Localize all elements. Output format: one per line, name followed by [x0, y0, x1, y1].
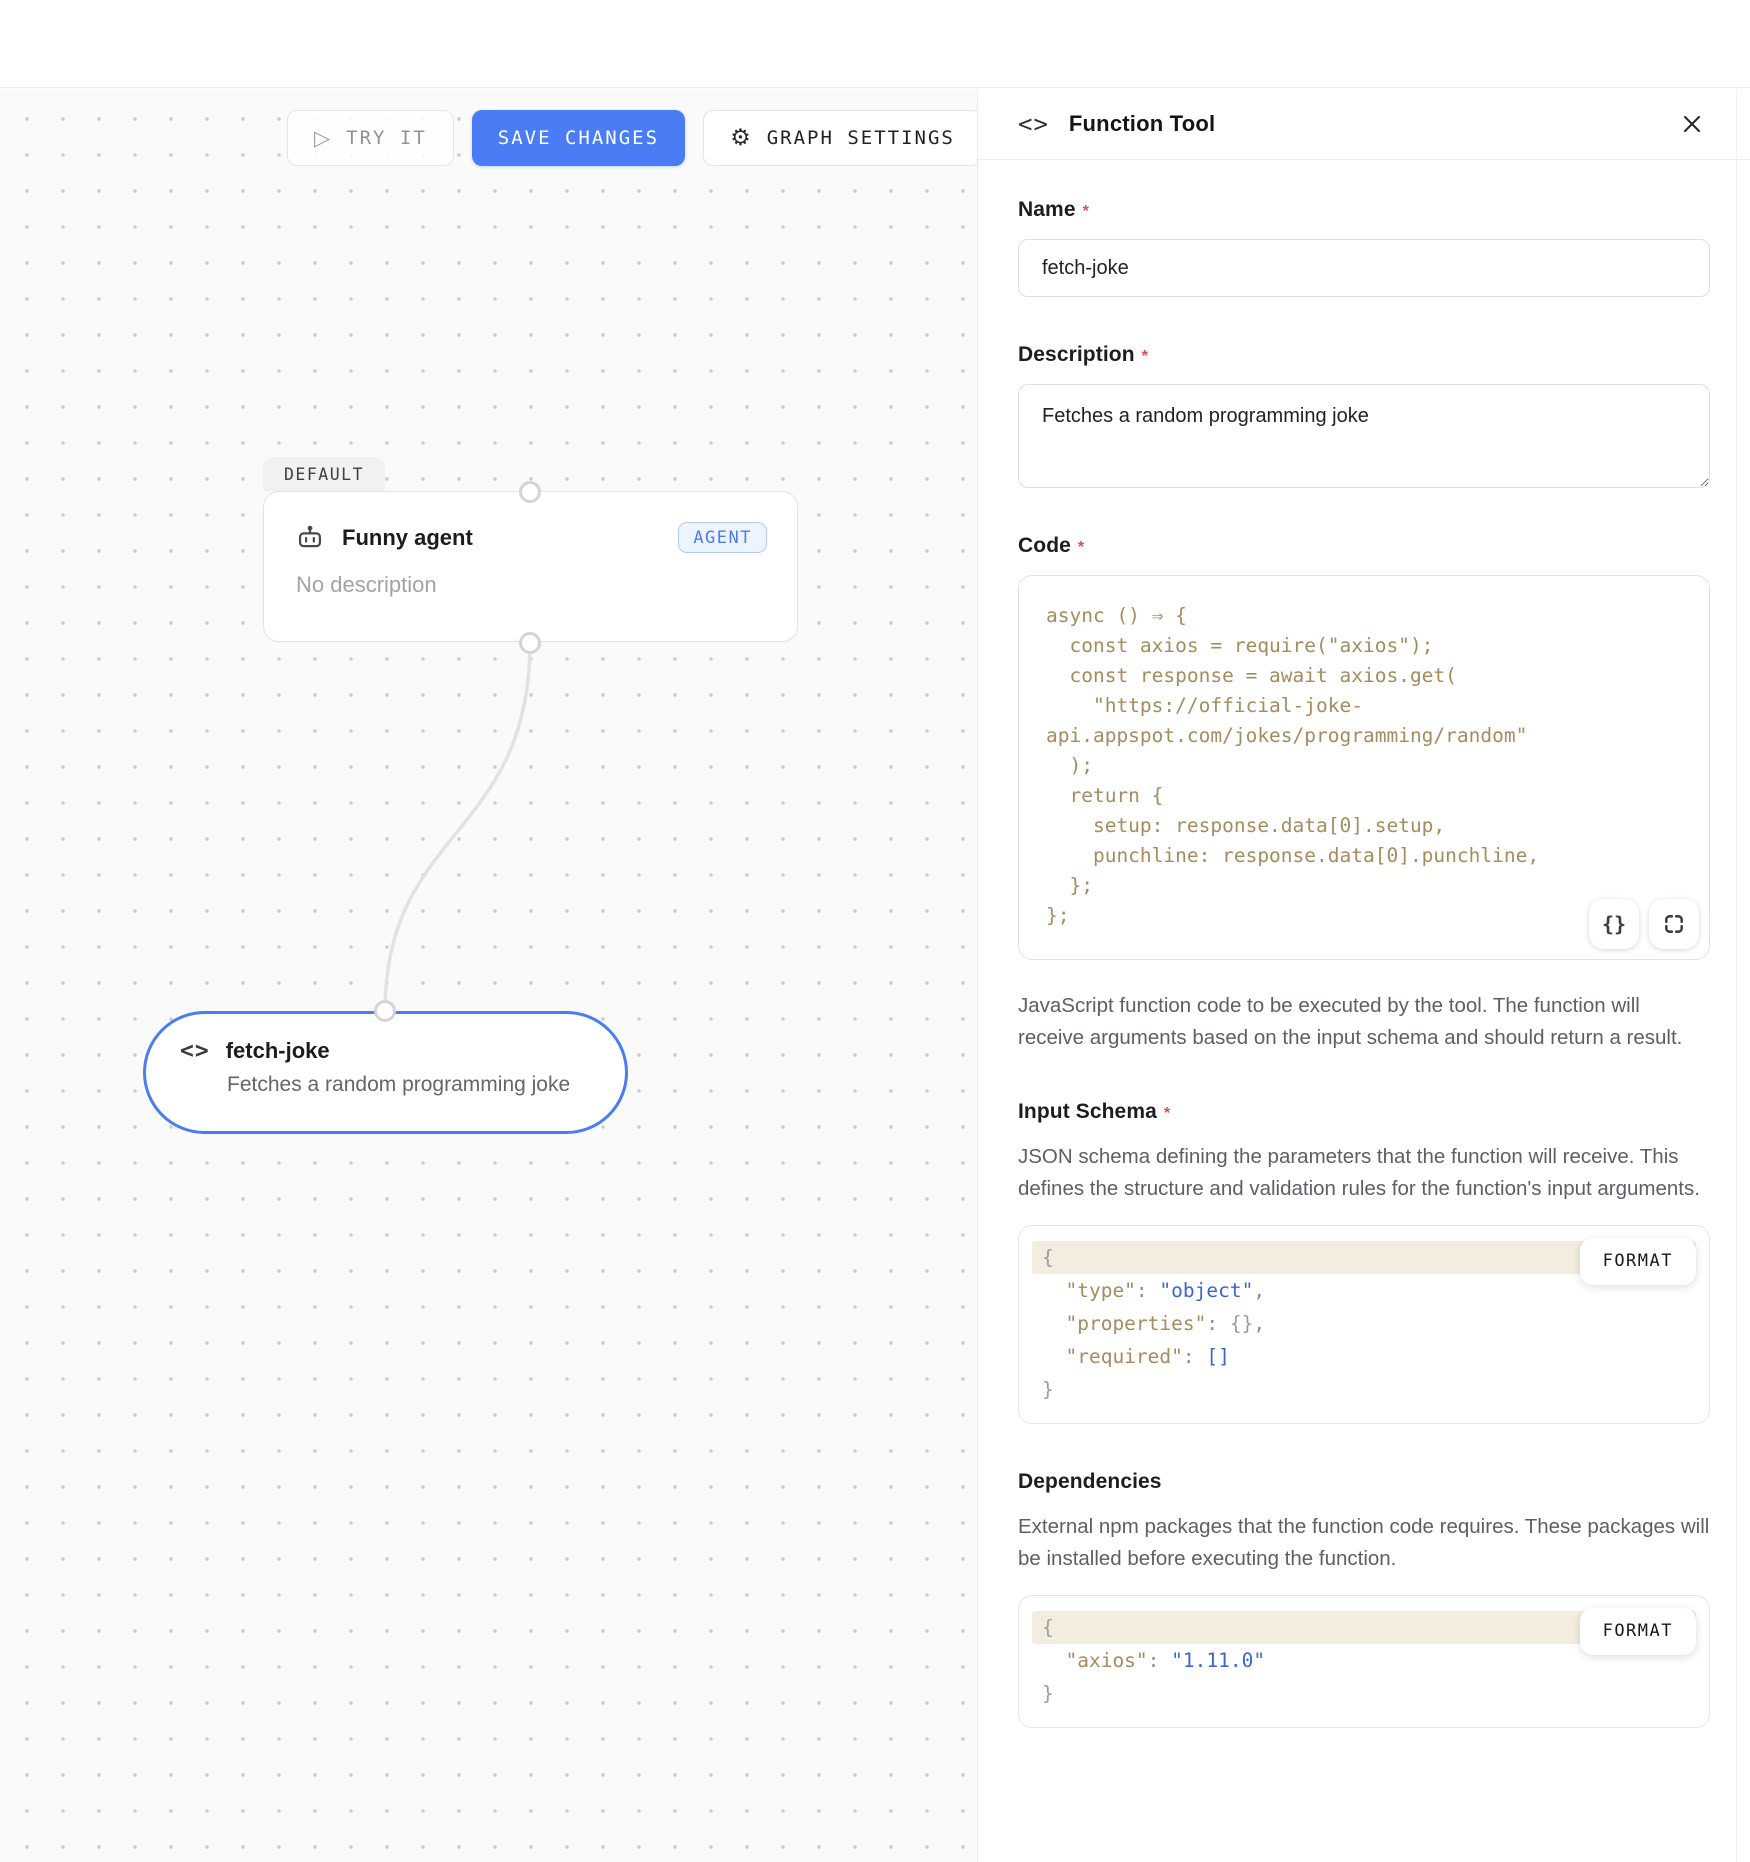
code-icon: <>	[180, 1038, 210, 1064]
input-schema-editor[interactable]	[1018, 1225, 1710, 1424]
edge-layer	[0, 89, 977, 1862]
dependencies-help-text: External npm packages that the function code requires. These packages will be installed before executing the function.	[1018, 1514, 1710, 1570]
description-textarea[interactable]	[1018, 384, 1710, 488]
code-line: "type": "object",	[1042, 1278, 1266, 1302]
description-label: Description	[1018, 343, 1135, 366]
try-it-label: TRY IT	[346, 127, 427, 149]
code-line: async () ⇒ {	[1046, 604, 1187, 627]
robot-icon	[296, 524, 324, 552]
panel-title: Function Tool	[1068, 111, 1216, 136]
save-changes-label: SAVE CHANGES	[497, 127, 660, 149]
required-asterisk: *	[1077, 539, 1085, 556]
code-line: }	[1042, 1681, 1054, 1705]
code-line: }	[1042, 1377, 1054, 1401]
code-line: };	[1046, 874, 1093, 897]
fullscreen-icon[interactable]	[1649, 899, 1699, 949]
dependencies-label: Dependencies	[1018, 1469, 1162, 1493]
agent-node-tab: DEFAULT	[263, 457, 385, 491]
code-line: "required": []	[1042, 1344, 1230, 1368]
braces-icon[interactable]: {}	[1589, 899, 1639, 949]
code-help-text: JavaScript function code to be executed by the tool. The function will receive arguments based on the input schema and should return a result.	[1018, 994, 1683, 1049]
graph-toolbar	[287, 110, 977, 166]
code-line: {	[1032, 1241, 1696, 1274]
code-line: "https://official-joke-	[1046, 694, 1363, 717]
try-it-button[interactable]	[287, 110, 454, 166]
panel-body	[978, 160, 1750, 1768]
tool-node-title: fetch-joke	[225, 1038, 330, 1063]
code-line: );	[1046, 754, 1093, 777]
tool-node-description: Fetches a random programming joke	[227, 1073, 571, 1096]
input-schema-help-text: JSON schema defining the parameters that the function will receive. This defines the structure and validation rules for the function's input arguments.	[1018, 1144, 1700, 1200]
code-line: punchline: response.data[0].punchline,	[1046, 844, 1540, 867]
code-line: const response = await axios.get(	[1046, 664, 1457, 687]
graph-settings-label: GRAPH SETTINGS	[766, 127, 955, 149]
function-tool-panel	[977, 89, 1750, 1862]
required-asterisk: *	[1141, 348, 1148, 365]
required-asterisk: *	[1082, 203, 1089, 220]
save-changes-button[interactable]	[472, 110, 685, 166]
code-line: "properties": {},	[1042, 1311, 1266, 1335]
close-icon[interactable]	[1674, 106, 1710, 142]
play-icon: ▷	[314, 126, 333, 150]
agent-node-description: No description	[296, 572, 437, 597]
code-line: {	[1032, 1611, 1696, 1644]
input-schema-format-button[interactable]: FORMAT	[1580, 1238, 1696, 1285]
gear-icon: ⚙	[730, 125, 753, 151]
code-label: Code	[1018, 534, 1071, 557]
dependencies-format-button[interactable]: FORMAT	[1580, 1608, 1696, 1655]
agent-bottom-handle[interactable]	[519, 632, 541, 654]
tool-node[interactable]	[143, 1011, 628, 1134]
required-asterisk: *	[1163, 1104, 1171, 1122]
code-line: };	[1046, 904, 1070, 927]
code-line: api.appspot.com/jokes/programming/random"	[1046, 724, 1528, 747]
agent-badge: AGENT	[678, 522, 767, 553]
agent-node-title: Funny agent	[342, 524, 473, 550]
code-line: return {	[1046, 784, 1164, 807]
code-editor[interactable]	[1018, 575, 1710, 960]
name-label: Name	[1018, 198, 1076, 221]
tool-top-handle[interactable]	[374, 1000, 396, 1022]
graph-canvas[interactable]	[0, 89, 977, 1862]
code-icon: <>	[1018, 110, 1049, 138]
input-schema-label: Input Schema	[1018, 1099, 1157, 1123]
code-editor-buttons	[1589, 899, 1699, 949]
graph-settings-button[interactable]	[703, 110, 977, 166]
dependencies-editor[interactable]	[1018, 1595, 1710, 1728]
code-line: const axios = require("axios");	[1046, 634, 1434, 657]
top-bar	[0, 0, 1750, 88]
agent-node[interactable]	[263, 491, 798, 642]
edge-agent-to-tool	[385, 643, 530, 1011]
code-line: setup: response.data[0].setup,	[1046, 814, 1446, 837]
agent-top-handle[interactable]	[519, 481, 541, 503]
code-line: "axios": "1.11.0"	[1042, 1648, 1266, 1672]
panel-header	[978, 89, 1750, 160]
name-input[interactable]	[1018, 239, 1710, 297]
